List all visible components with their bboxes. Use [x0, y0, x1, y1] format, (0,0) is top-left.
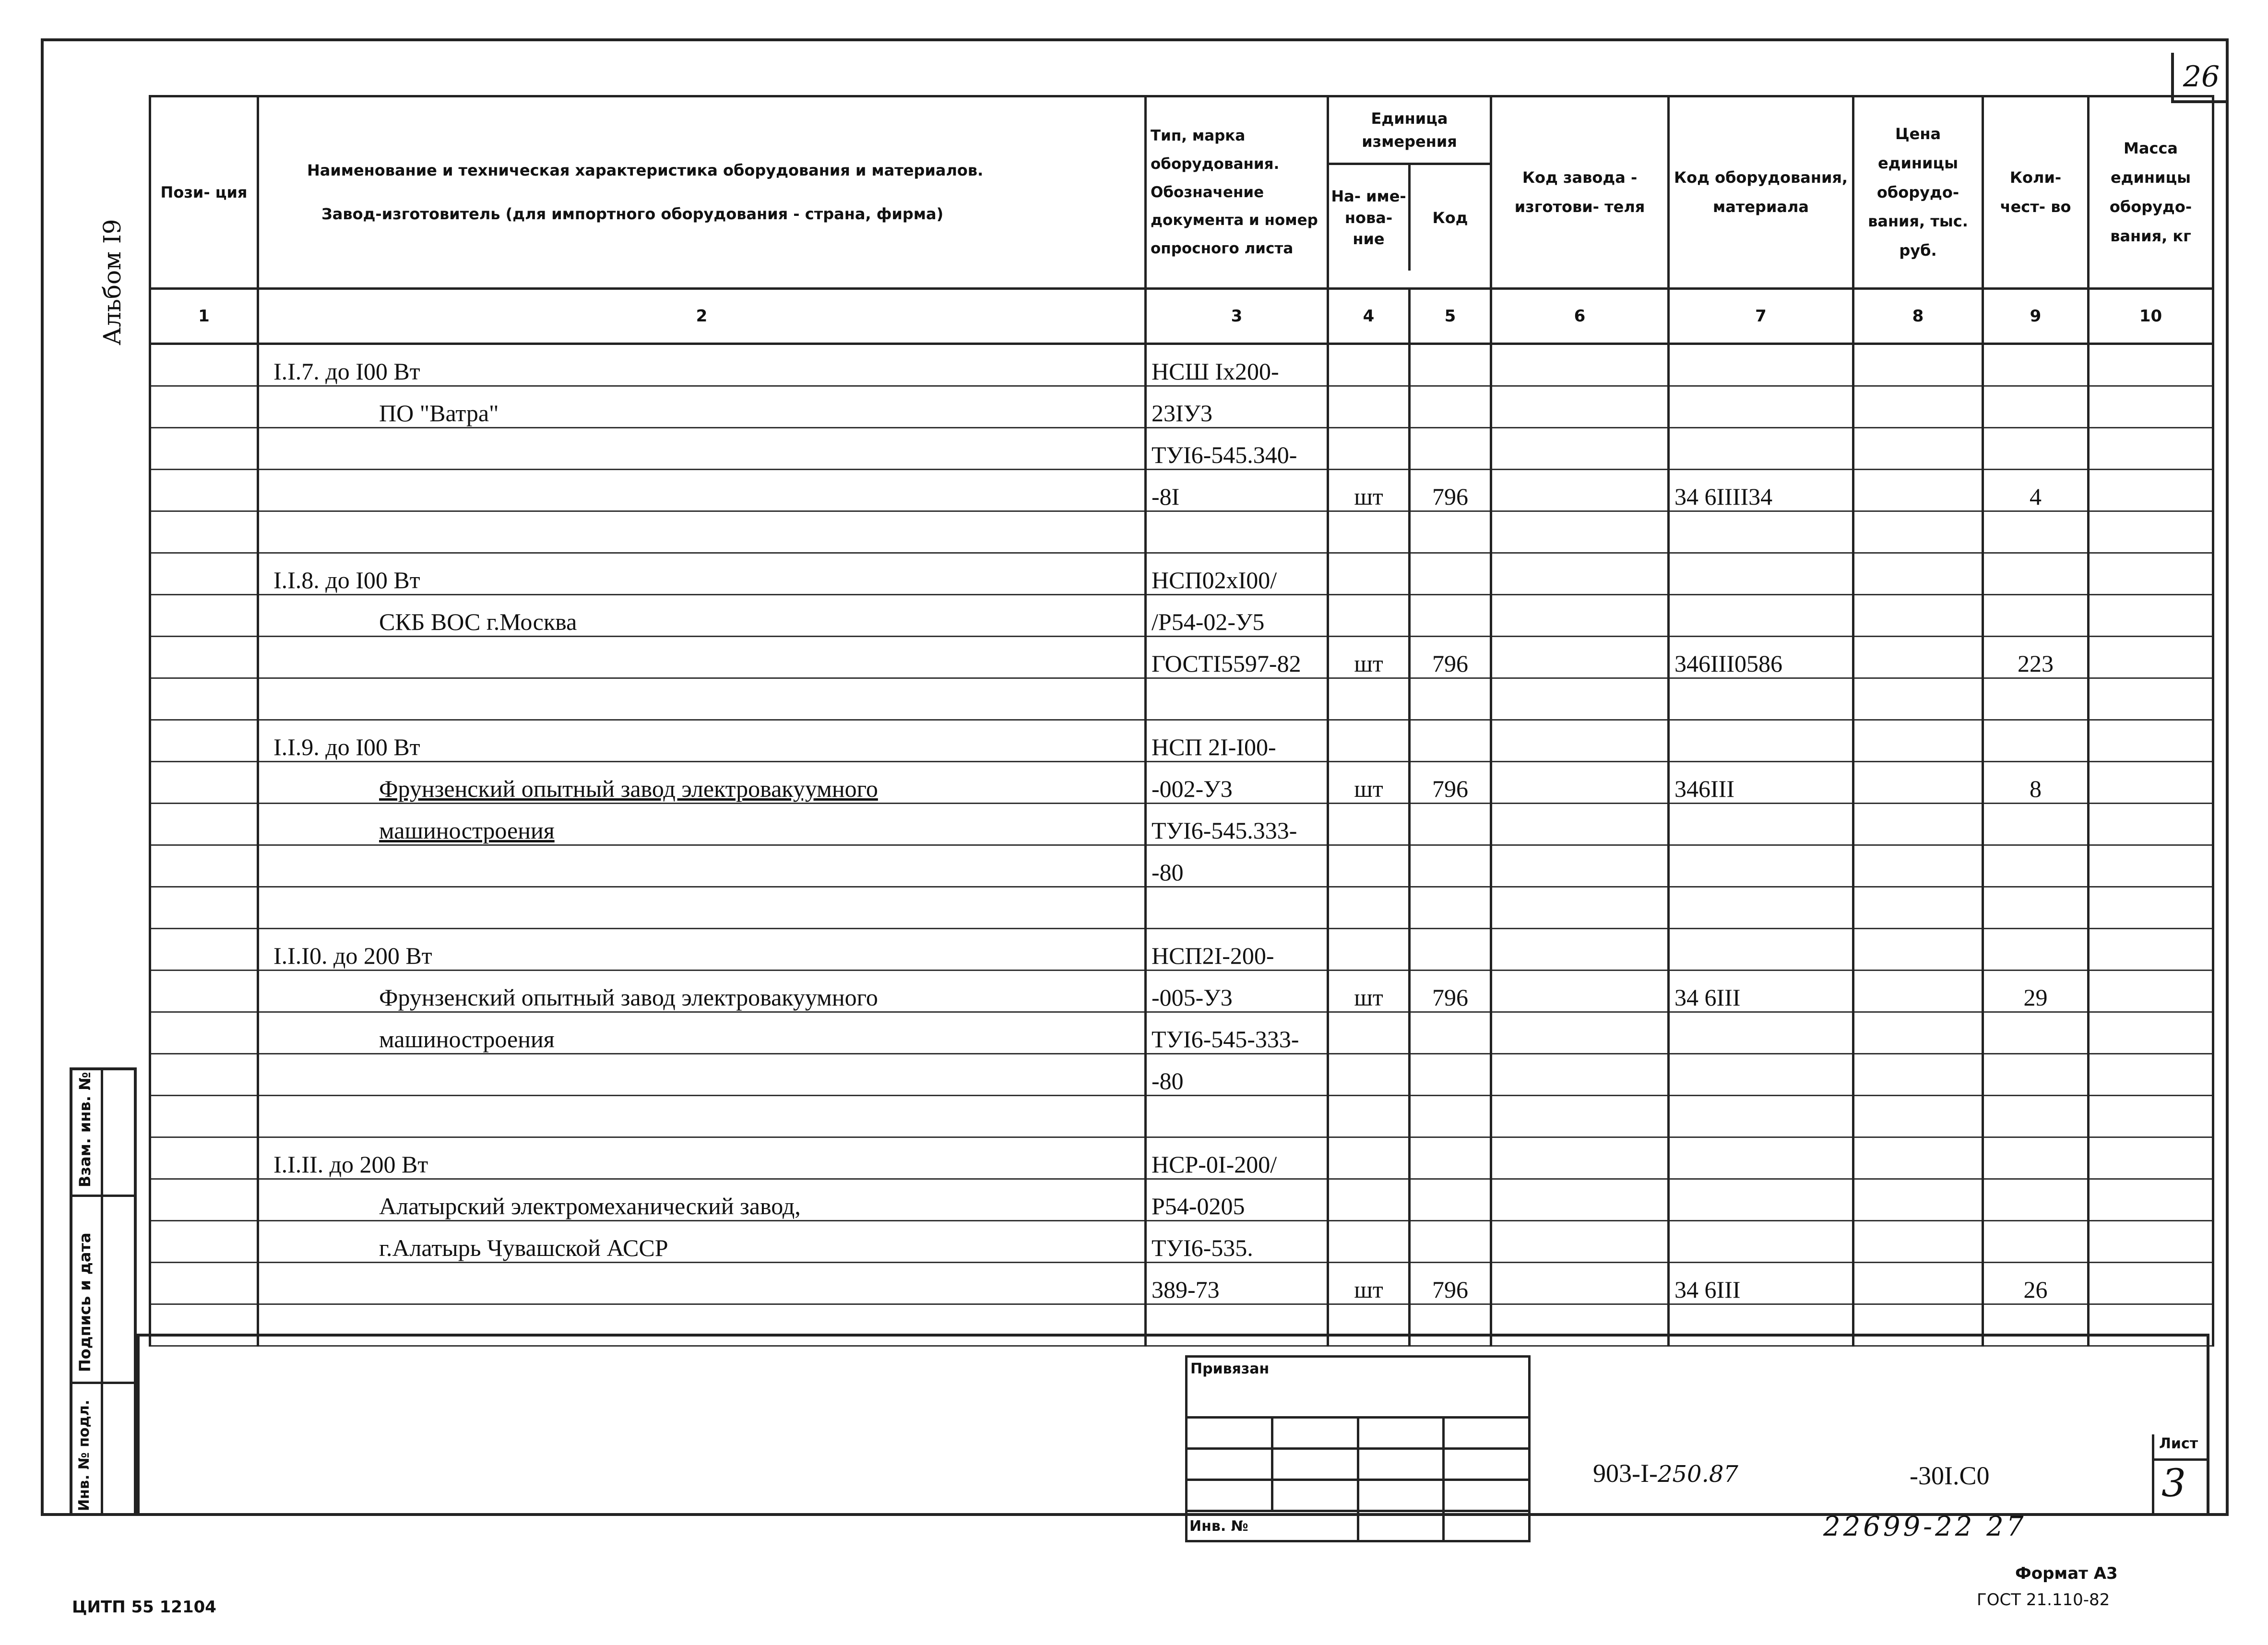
- table-cell: [1146, 887, 1328, 929]
- table-cell: [1328, 1054, 1410, 1096]
- table-cell: [150, 1012, 258, 1054]
- table-cell: -005-У3: [1146, 970, 1328, 1012]
- table-cell: [1491, 762, 1669, 804]
- table-cell: [1328, 595, 1410, 637]
- table-cell: [1983, 344, 2089, 386]
- table-cell: 796: [1410, 470, 1491, 511]
- table-cell: [1410, 1012, 1491, 1054]
- table-cell: [150, 845, 258, 887]
- table-row: [150, 678, 2213, 720]
- table-cell: [150, 1221, 258, 1263]
- format-label: Формат А3: [2015, 1564, 2118, 1583]
- table-cell: [150, 553, 258, 595]
- table-cell: [150, 1263, 258, 1304]
- table-cell: [2089, 1096, 2213, 1137]
- table-cell: [1491, 637, 1669, 678]
- table-cell: [1983, 511, 2089, 553]
- table-cell: [1669, 1054, 1853, 1096]
- header-row: [150, 96, 2213, 289]
- table-cell: [2089, 470, 2213, 511]
- table-cell: [1146, 1096, 1328, 1137]
- table-cell: ТУI6-535.: [1146, 1221, 1328, 1263]
- table-cell: -80: [1146, 845, 1328, 887]
- header-type: Тип, марка оборудования. Обозначение документа и номер опросного листа: [1146, 96, 1328, 289]
- table-cell: [1328, 845, 1410, 887]
- table-cell: [1983, 1179, 2089, 1221]
- table-row: [150, 1221, 2213, 1263]
- table-cell: [2089, 1012, 2213, 1054]
- table-cell: 346III: [1669, 762, 1853, 804]
- table-cell: 29: [1983, 970, 2089, 1012]
- table-cell: [1410, 428, 1491, 470]
- spec-body: [150, 344, 2213, 1346]
- table-cell: [2089, 845, 2213, 887]
- table-cell: [150, 344, 258, 386]
- table-cell: 796: [1410, 970, 1491, 1012]
- table-cell: [1410, 553, 1491, 595]
- table-cell: [1328, 386, 1410, 428]
- table-cell: 346III0586: [1669, 637, 1853, 678]
- table-cell: [1491, 970, 1669, 1012]
- table-cell: [1669, 553, 1853, 595]
- table-cell: ПО "Ватра": [258, 386, 1146, 428]
- table-cell: [1410, 929, 1491, 970]
- table-row: [150, 1096, 2213, 1137]
- table-cell: [1410, 1054, 1491, 1096]
- col-num: 5: [1410, 289, 1491, 344]
- table-cell: [1328, 1096, 1410, 1137]
- col-num: 8: [1853, 289, 1983, 344]
- table-row: [150, 428, 2213, 470]
- inv-podl-label: Инв. № подл.: [76, 1399, 93, 1511]
- table-cell: /Р54-02-У5: [1146, 595, 1328, 637]
- table-cell: [1853, 428, 1983, 470]
- table-cell: [1328, 428, 1410, 470]
- table-cell: [258, 511, 1146, 553]
- privyazan-block: [1185, 1355, 1531, 1542]
- table-cell: [2089, 929, 2213, 970]
- table-cell: 34 6IIII34: [1669, 470, 1853, 511]
- table-cell: [150, 678, 258, 720]
- table-cell: [1669, 720, 1853, 762]
- table-cell: [1491, 1012, 1669, 1054]
- table-cell: [2089, 887, 2213, 929]
- table-cell: [1669, 1012, 1853, 1054]
- table-cell: [1853, 970, 1983, 1012]
- table-cell: [1410, 845, 1491, 887]
- table-cell: [150, 929, 258, 970]
- table-cell: [2089, 762, 2213, 804]
- table-row: [150, 762, 2213, 804]
- table-cell: [1669, 887, 1853, 929]
- table-cell: [1983, 1054, 2089, 1096]
- table-row: [150, 511, 2213, 553]
- table-cell: [150, 887, 258, 929]
- table-cell: [150, 386, 258, 428]
- table-cell: [1491, 845, 1669, 887]
- table-cell: [150, 595, 258, 637]
- header-equipment-code: Код оборудования, материала: [1669, 96, 1853, 289]
- table-row: [150, 553, 2213, 595]
- table-cell: [1669, 804, 1853, 845]
- table-cell: [1669, 595, 1853, 637]
- table-cell: [2089, 553, 2213, 595]
- table-cell: [1328, 1012, 1410, 1054]
- vzam-inv-label: Взам. инв. №: [76, 1072, 94, 1187]
- table-cell: 389-73: [1146, 1263, 1328, 1304]
- table-cell: [1146, 678, 1328, 720]
- table-cell: Р54-0205: [1146, 1179, 1328, 1221]
- table-cell: [1410, 511, 1491, 553]
- table-row: [150, 1263, 2213, 1304]
- table-cell: [1669, 428, 1853, 470]
- table-cell: [258, 1263, 1146, 1304]
- table-row: [150, 720, 2213, 762]
- table-cell: [1669, 678, 1853, 720]
- table-cell: [150, 511, 258, 553]
- table-cell: [1410, 344, 1491, 386]
- table-cell: [1983, 1012, 2089, 1054]
- table-cell: [1853, 1137, 1983, 1179]
- document-suffix: -30I.C0: [1910, 1461, 1990, 1490]
- table-cell: [1328, 344, 1410, 386]
- table-cell: -80: [1146, 1054, 1328, 1096]
- col-num: 4: [1328, 289, 1410, 344]
- table-cell: [1853, 1054, 1983, 1096]
- title-block: [137, 1334, 2209, 1516]
- table-cell: [1410, 386, 1491, 428]
- inv-no-label: Инв. №: [1187, 1511, 1358, 1541]
- table-cell: [1491, 1137, 1669, 1179]
- table-cell: машиностроения: [258, 1012, 1146, 1054]
- table-cell: [1410, 1137, 1491, 1179]
- table-row: [150, 637, 2213, 678]
- table-cell: I.I.I0. до 200 Вт: [258, 929, 1146, 970]
- table-row: [150, 470, 2213, 511]
- table-cell: [1328, 511, 1410, 553]
- table-cell: шт: [1328, 637, 1410, 678]
- table-cell: [150, 1096, 258, 1137]
- table-cell: [1491, 720, 1669, 762]
- table-cell: [1491, 1221, 1669, 1263]
- table-cell: НСП 2I-I00-: [1146, 720, 1328, 762]
- table-cell: [1853, 595, 1983, 637]
- table-cell: -8I: [1146, 470, 1328, 511]
- list-label: Лист: [2159, 1435, 2198, 1452]
- table-cell: [1491, 887, 1669, 929]
- table-row: [150, 887, 2213, 929]
- table-cell: 34 6III: [1669, 1263, 1853, 1304]
- table-cell: [150, 637, 258, 678]
- col-num: 3: [1146, 289, 1328, 344]
- table-cell: [2089, 720, 2213, 762]
- table-cell: [1328, 804, 1410, 845]
- table-cell: [1983, 678, 2089, 720]
- album-label: Альбом I9: [98, 219, 126, 345]
- document-code: 903-I-250.87: [1593, 1459, 1738, 1488]
- table-cell: [1491, 428, 1669, 470]
- table-row: [150, 804, 2213, 845]
- table-cell: машиностроения: [258, 804, 1146, 845]
- table-cell: [1491, 804, 1669, 845]
- header-name: Наименование и техническая характеристика оборудования и материалов. Завод-изготовитель (для импортного оборудования - страна, фирма): [258, 96, 1146, 289]
- table-cell: [2089, 1221, 2213, 1263]
- table-cell: [258, 678, 1146, 720]
- table-cell: СКБ ВОС г.Москва: [258, 595, 1146, 637]
- table-cell: [1328, 678, 1410, 720]
- table-cell: [1669, 1179, 1853, 1221]
- table-cell: [1491, 1054, 1669, 1096]
- table-cell: [258, 428, 1146, 470]
- table-cell: Фрунзенский опытный завод электровакуумного: [258, 762, 1146, 804]
- table-cell: [1328, 1137, 1410, 1179]
- table-cell: [1491, 1179, 1669, 1221]
- table-cell: [1491, 1096, 1669, 1137]
- table-cell: [2089, 1179, 2213, 1221]
- table-cell: [1410, 720, 1491, 762]
- table-cell: [150, 428, 258, 470]
- table-cell: [2089, 1263, 2213, 1304]
- table-cell: [1146, 511, 1328, 553]
- privyazan-label: Привязан: [1187, 1357, 1530, 1418]
- table-cell: [1853, 553, 1983, 595]
- table-row: [150, 1179, 2213, 1221]
- header-price: Цена единицы оборудо- вания, тыс. руб.: [1853, 96, 1983, 289]
- table-cell: [2089, 511, 2213, 553]
- table-cell: [2089, 595, 2213, 637]
- table-cell: [1853, 1179, 1983, 1221]
- table-cell: [1853, 720, 1983, 762]
- gost-label: ГОСТ 21.110-82: [1977, 1590, 2110, 1609]
- table-cell: [1328, 1179, 1410, 1221]
- table-cell: [1983, 1137, 2089, 1179]
- table-cell: [1410, 678, 1491, 720]
- table-cell: [1853, 887, 1983, 929]
- table-cell: НСШ Iх200-: [1146, 344, 1328, 386]
- table-cell: 34 6III: [1669, 970, 1853, 1012]
- table-cell: [1491, 595, 1669, 637]
- table-cell: [1669, 1137, 1853, 1179]
- table-cell: [2089, 678, 2213, 720]
- side-divider: [101, 1067, 103, 1516]
- table-cell: [1983, 1221, 2089, 1263]
- table-row: [150, 1137, 2213, 1179]
- table-cell: [2089, 1137, 2213, 1179]
- specification-table: [149, 95, 2214, 1347]
- table-cell: г.Алатырь Чувашской АССР: [258, 1221, 1146, 1263]
- table-cell: [1491, 553, 1669, 595]
- table-cell: [2089, 386, 2213, 428]
- table-cell: 796: [1410, 1263, 1491, 1304]
- table-cell: [1669, 386, 1853, 428]
- table-cell: [1853, 511, 1983, 553]
- table-cell: [1853, 762, 1983, 804]
- table-cell: шт: [1328, 970, 1410, 1012]
- side-divider: [70, 1195, 137, 1197]
- table-cell: I.I.9. до I00 Вт: [258, 720, 1146, 762]
- table-cell: [1853, 1012, 1983, 1054]
- table-cell: [1491, 1263, 1669, 1304]
- table-cell: 796: [1410, 637, 1491, 678]
- table-cell: [2089, 1054, 2213, 1096]
- table-cell: [1491, 511, 1669, 553]
- table-cell: ТУI6-545-333-: [1146, 1012, 1328, 1054]
- table-cell: 796: [1410, 762, 1491, 804]
- table-cell: [1491, 929, 1669, 970]
- table-cell: [1491, 344, 1669, 386]
- table-cell: [1410, 1221, 1491, 1263]
- table-cell: [1410, 1179, 1491, 1221]
- table-cell: НСП2I-200-: [1146, 929, 1328, 970]
- table-cell: ТУI6-545.340-: [1146, 428, 1328, 470]
- table-cell: шт: [1328, 762, 1410, 804]
- table-cell: [258, 887, 1146, 929]
- table-cell: [1410, 595, 1491, 637]
- header-mass: Масса единицы оборудо- вания, кг: [2089, 96, 2213, 289]
- table-cell: [1853, 929, 1983, 970]
- table-cell: Алатырский электромеханический завод,: [258, 1179, 1146, 1221]
- col-num: 7: [1669, 289, 1853, 344]
- table-row: [150, 595, 2213, 637]
- table-cell: НСП02хI00/: [1146, 553, 1328, 595]
- table-cell: [1669, 1096, 1853, 1137]
- table-cell: [1983, 428, 2089, 470]
- table-row: [150, 1012, 2213, 1054]
- column-numbers-row: [150, 289, 2213, 344]
- list-number: 3: [2161, 1461, 2186, 1505]
- table-cell: I.I.II. до 200 Вт: [258, 1137, 1146, 1179]
- table-cell: [150, 970, 258, 1012]
- table-cell: [1983, 845, 2089, 887]
- col-num: 10: [2089, 289, 2213, 344]
- table-cell: I.I.7. до I00 Вт: [258, 344, 1146, 386]
- side-divider: [70, 1382, 137, 1384]
- table-cell: [150, 1179, 258, 1221]
- table-cell: [1491, 386, 1669, 428]
- table-cell: [1491, 470, 1669, 511]
- table-cell: [150, 1137, 258, 1179]
- col-num: 9: [1983, 289, 2089, 344]
- table-cell: [1669, 845, 1853, 887]
- table-cell: [1853, 1096, 1983, 1137]
- table-cell: [2089, 344, 2213, 386]
- table-cell: [1853, 470, 1983, 511]
- table-cell: [1983, 887, 2089, 929]
- table-cell: 26: [1983, 1263, 2089, 1304]
- header-factory-code: Код завода - изготови- теля: [1491, 96, 1669, 289]
- table-cell: [1410, 887, 1491, 929]
- table-cell: [1853, 845, 1983, 887]
- table-cell: [150, 470, 258, 511]
- table-cell: [1853, 804, 1983, 845]
- table-cell: [150, 1054, 258, 1096]
- table-cell: 23IУ3: [1146, 386, 1328, 428]
- header-position: Пози- ция: [150, 96, 258, 289]
- col-num: 2: [258, 289, 1146, 344]
- table-cell: [2089, 970, 2213, 1012]
- table-cell: [1983, 553, 2089, 595]
- col-num: 6: [1491, 289, 1669, 344]
- header-quantity: Коли- чест- во: [1983, 96, 2089, 289]
- table-row: [150, 845, 2213, 887]
- table-cell: ТУI6-545.333-: [1146, 804, 1328, 845]
- table-cell: -002-У3: [1146, 762, 1328, 804]
- table-cell: [150, 720, 258, 762]
- table-row: [150, 929, 2213, 970]
- table-cell: [1328, 887, 1410, 929]
- table-cell: [1328, 553, 1410, 595]
- col-num: 1: [150, 289, 258, 344]
- table-row: [150, 386, 2213, 428]
- table-cell: [1328, 720, 1410, 762]
- table-cell: [1669, 1221, 1853, 1263]
- table-cell: [1853, 1263, 1983, 1304]
- tsitp-label: ЦИТП 55 12104: [72, 1598, 216, 1617]
- table-cell: Фрунзенский опытный завод электровакуумного: [258, 970, 1146, 1012]
- table-cell: 8: [1983, 762, 2089, 804]
- table-cell: [1853, 678, 1983, 720]
- table-cell: [1669, 344, 1853, 386]
- table-cell: [258, 1054, 1146, 1096]
- table-cell: [1983, 804, 2089, 845]
- table-cell: [1328, 929, 1410, 970]
- table-cell: [2089, 804, 2213, 845]
- table-cell: ГОСТI5597-82: [1146, 637, 1328, 678]
- header-unit: Единица измерения На- име- нова- ние Код: [1328, 96, 1491, 289]
- table-cell: шт: [1328, 470, 1410, 511]
- table-cell: [1983, 929, 2089, 970]
- table-cell: [1983, 1096, 2089, 1137]
- table-row: [150, 970, 2213, 1012]
- table-row: [150, 1054, 2213, 1096]
- table-cell: [1669, 929, 1853, 970]
- table-cell: [258, 637, 1146, 678]
- table-cell: [1853, 344, 1983, 386]
- podpis-label: Подпись и дата: [76, 1232, 94, 1372]
- table-row: [150, 344, 2213, 386]
- table-cell: [258, 845, 1146, 887]
- table-cell: [2089, 428, 2213, 470]
- table-cell: [1853, 1221, 1983, 1263]
- table-cell: 4: [1983, 470, 2089, 511]
- table-cell: [1328, 1221, 1410, 1263]
- table-cell: [1491, 678, 1669, 720]
- table-cell: [1410, 1096, 1491, 1137]
- table-cell: [1410, 804, 1491, 845]
- table-cell: [1669, 511, 1853, 553]
- table-cell: [1853, 637, 1983, 678]
- bottom-number: 22699-22 27: [1823, 1511, 2027, 1542]
- sheet-corner-number: 26: [2171, 53, 2229, 103]
- table-cell: [150, 762, 258, 804]
- table-cell: НСР-0I-200/: [1146, 1137, 1328, 1179]
- table-cell: [1853, 386, 1983, 428]
- table-cell: [258, 470, 1146, 511]
- table-cell: шт: [1328, 1263, 1410, 1304]
- table-cell: 223: [1983, 637, 2089, 678]
- table-cell: [1983, 595, 2089, 637]
- table-cell: I.I.8. до I00 Вт: [258, 553, 1146, 595]
- table-cell: [2089, 637, 2213, 678]
- table-cell: [150, 804, 258, 845]
- table-cell: [1983, 720, 2089, 762]
- table-cell: [258, 1096, 1146, 1137]
- table-cell: [1983, 386, 2089, 428]
